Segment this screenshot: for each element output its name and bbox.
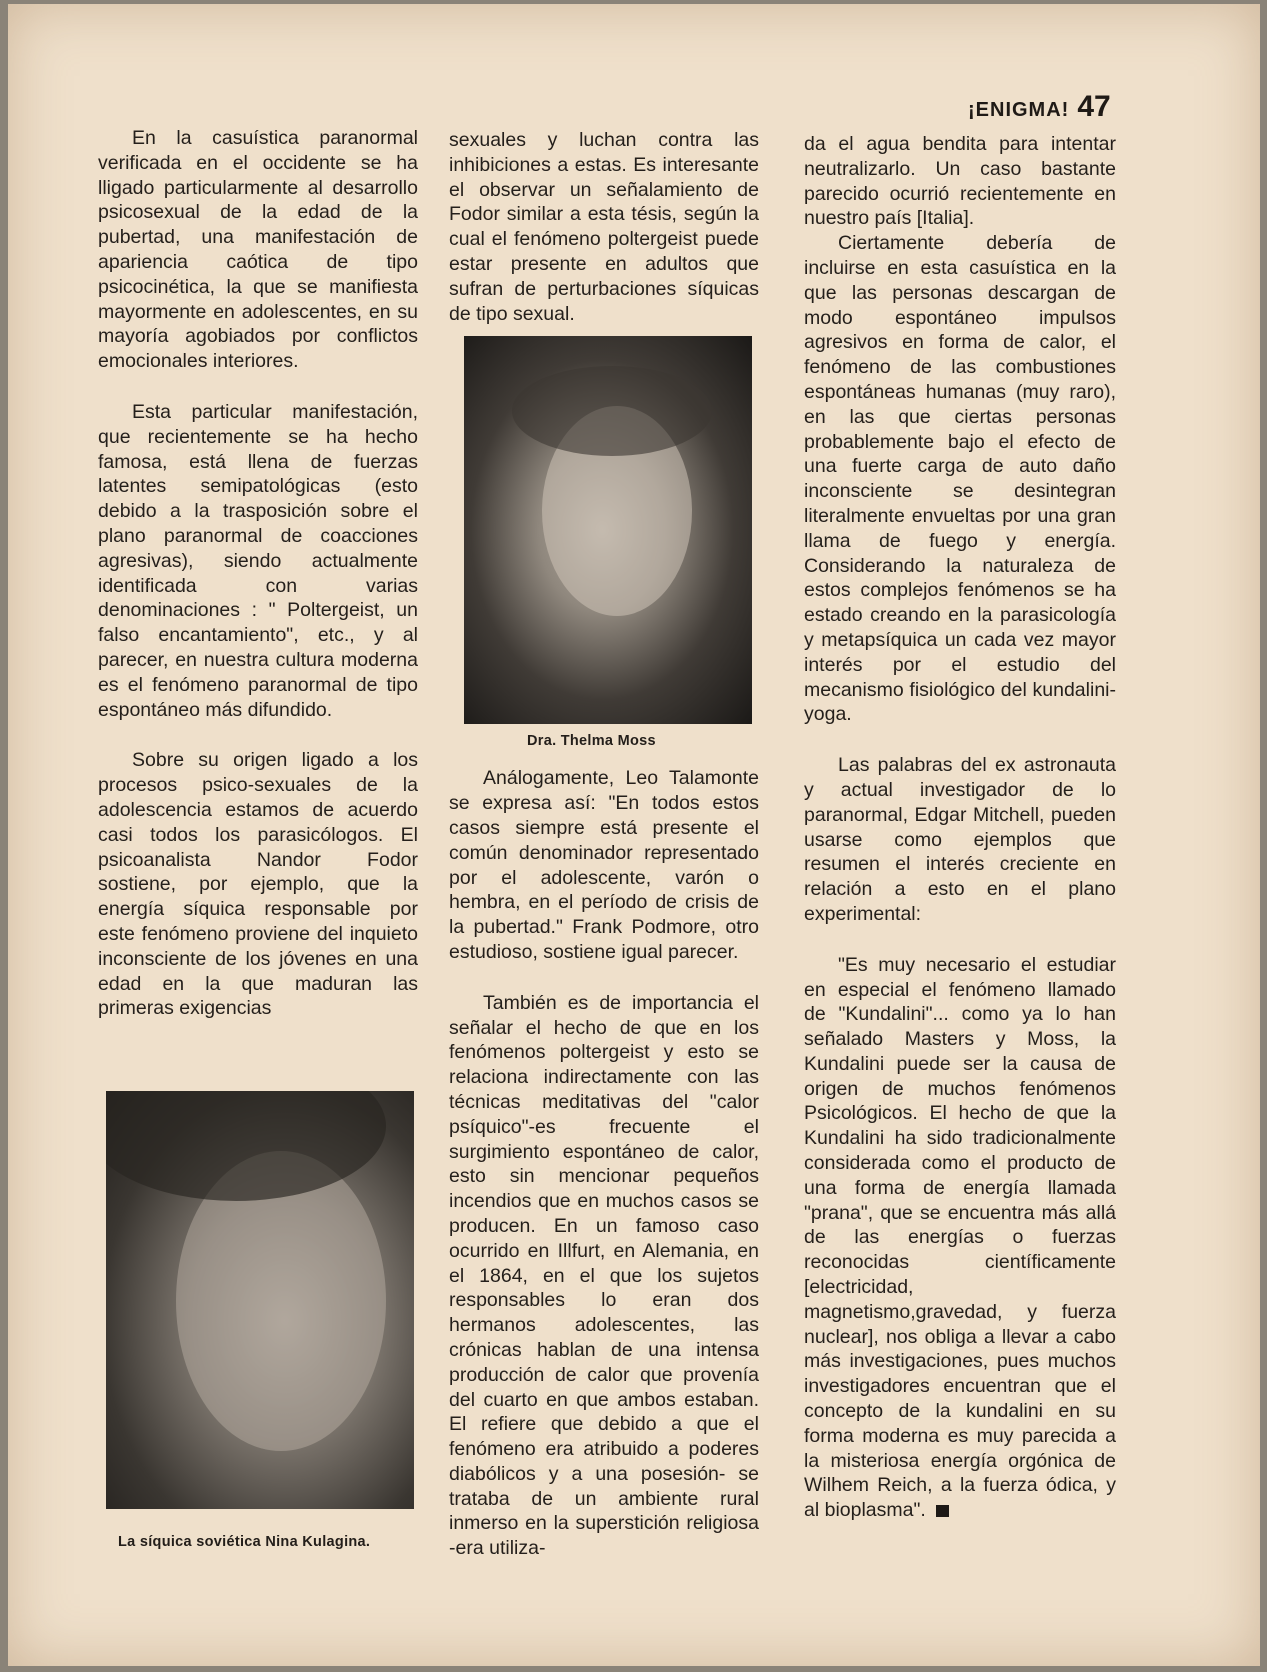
paragraph: También es de importancia el señalar el hecho de que en los fenómenos poltergeist y esto se relaciona indirectamente con las técnicas meditativas del "calor psíquico"-es frecuente el surgimiento espontáneo de calor, esto sin mencionar pequeños incendios que en muchos casos se producen. En un famoso caso ocurrido en Illfurt, en Alemania, en el 1864, en el que los sujetos responsables lo eran dos hermanos adolescentes, las crónicas hablan de una intensa producción de calor que provenía del cuarto en que ambos estaban. El refiere que debido a que el fenómeno era atribuido a poderes diabólicos y a una posesión- se trataba de un ambiente rural inmerso en la superstición religiosa -era utiliza-	[449, 991, 759, 1560]
hair-shape	[512, 366, 712, 456]
paragraph: Sobre su origen ligado a los procesos psico-sexuales de la adolescencia estamos de acuerdo casi todos los parasicólogos. El psicoanalista Nandor Fodor sostiene, por ejemplo, que la energía síquica responsable por este fenómeno proviene del inquieto inconsciente de los jóvenes en una edad en la que maduran las primeras exigencias	[98, 749, 418, 1020]
photo-caption-moss: Dra. Thelma Moss	[527, 733, 656, 749]
page-number: 47	[1077, 90, 1111, 123]
paragraph: Esta particular manifestación, que recientemente se ha hecho famosa, está llena de fuerzas latentes semipatológicas (esto debido a la trasposición sobre el plano paranormal de coacciones agresivas), siendo actualmente identificada con varias denominaciones : " Poltergeist, un falso encantamiento", etc., y al parecer, en nuestra cultura moderna es el fenómeno paranormal de tipo espontáneo más difundido.	[98, 400, 418, 721]
paragraph: En la casuística paranormal verificada en el occidente se ha lligado particularmente al desarrollo psicosexual de la edad de la pubertad, una manifestación de apariencia caótica de tipo psicocinética, la que se manifiesta mayormente en adolescentes, en su mayoría agobiados por conflictos emocionales interiores.	[98, 127, 418, 373]
photo-caption-kulagina: La síquica soviética Nina Kulagina.	[118, 1534, 371, 1550]
photo-thelma-moss	[464, 336, 752, 724]
quote-text: "Es muy necesario el estudiar en especial el fenómeno llamado de "Kundalini"... como ya lo han señalado Masters y Moss, la Kundalini puede ser la causa de origen de muchos fenómenos Psicológicos. El hecho de que la Kundalini ha sido tradicionalmente considerada como el producto de una forma de energía llamada "prana", que se encuentra más allá de las energías o fuerzas reconocidas científicamente [electricidad, magnetismo,gravedad, y fuerza nuclear], nos obliga a llevar a cabo más investigaciones, pues muchos investigadores encuentran que el concepto de la kundalini en su forma moderna es muy parecida a la misteriosa energía orgónica de Wilhem Reich, a la fuerza ódica, y al bioplasma".	[804, 953, 1116, 1522]
magazine-title: ¡ENIGMA!	[968, 99, 1070, 121]
paragraph: da el agua bendita para intentar neutralizarlo. Un caso bastante parecido ocurrió recientemente en nuestro país [Italia].	[804, 133, 1116, 230]
paragraph: Análogamente, Leo Talamonte se expresa así: "En todos estos casos siempre está presente el común denominador representado por el adolescente, varón o hembra, en el período de crisis de la pubertad." Frank Podmore, otro estudioso, sostiene igual parecer.	[449, 767, 759, 963]
paragraph: Ciertamente debería de incluirse en esta casuística en la que las personas descargan de modo espontáneo impulsos agresivos en forma de calor, el fenómeno de las combustiones espontáneas humanas (muy raro), en las que ciertas personas probablemente bajo el efecto de una fuerte carga de auto daño inconsciente se desintegran literalmente envueltas por una gran llama de fuego y energía. Considerando la naturaleza de estos complejos fenómenos se ha estado creando en la parasicología y metapsíquica un cada vez mayor interés por el estudio del mecanismo fisiológico del kundalini-yoga.	[804, 232, 1116, 726]
paragraph: sexuales y luchan contra las inhibiciones a estas. Es interesante el observar un señalamiento de Fodor similar a esta tésis, según la cual el fenómeno poltergeist puede estar presente en adultos que sufran de perturbaciones síquicas de tipo sexual.	[449, 129, 759, 325]
end-mark-icon	[936, 1505, 949, 1517]
quote-paragraph	[804, 953, 1116, 1523]
page-header	[968, 90, 1111, 124]
paragraph: Las palabras del ex astronauta y actual investigador de lo paranormal, Edgar Mitchell, pueden usarse como ejemplos que resumen el interés creciente en relación a esto en el plano experimental:	[804, 754, 1116, 925]
article-column-1	[98, 126, 418, 1021]
magazine-page	[8, 4, 1260, 1666]
photo-nina-kulagina	[106, 1091, 414, 1509]
article-column-3	[804, 132, 1116, 1523]
